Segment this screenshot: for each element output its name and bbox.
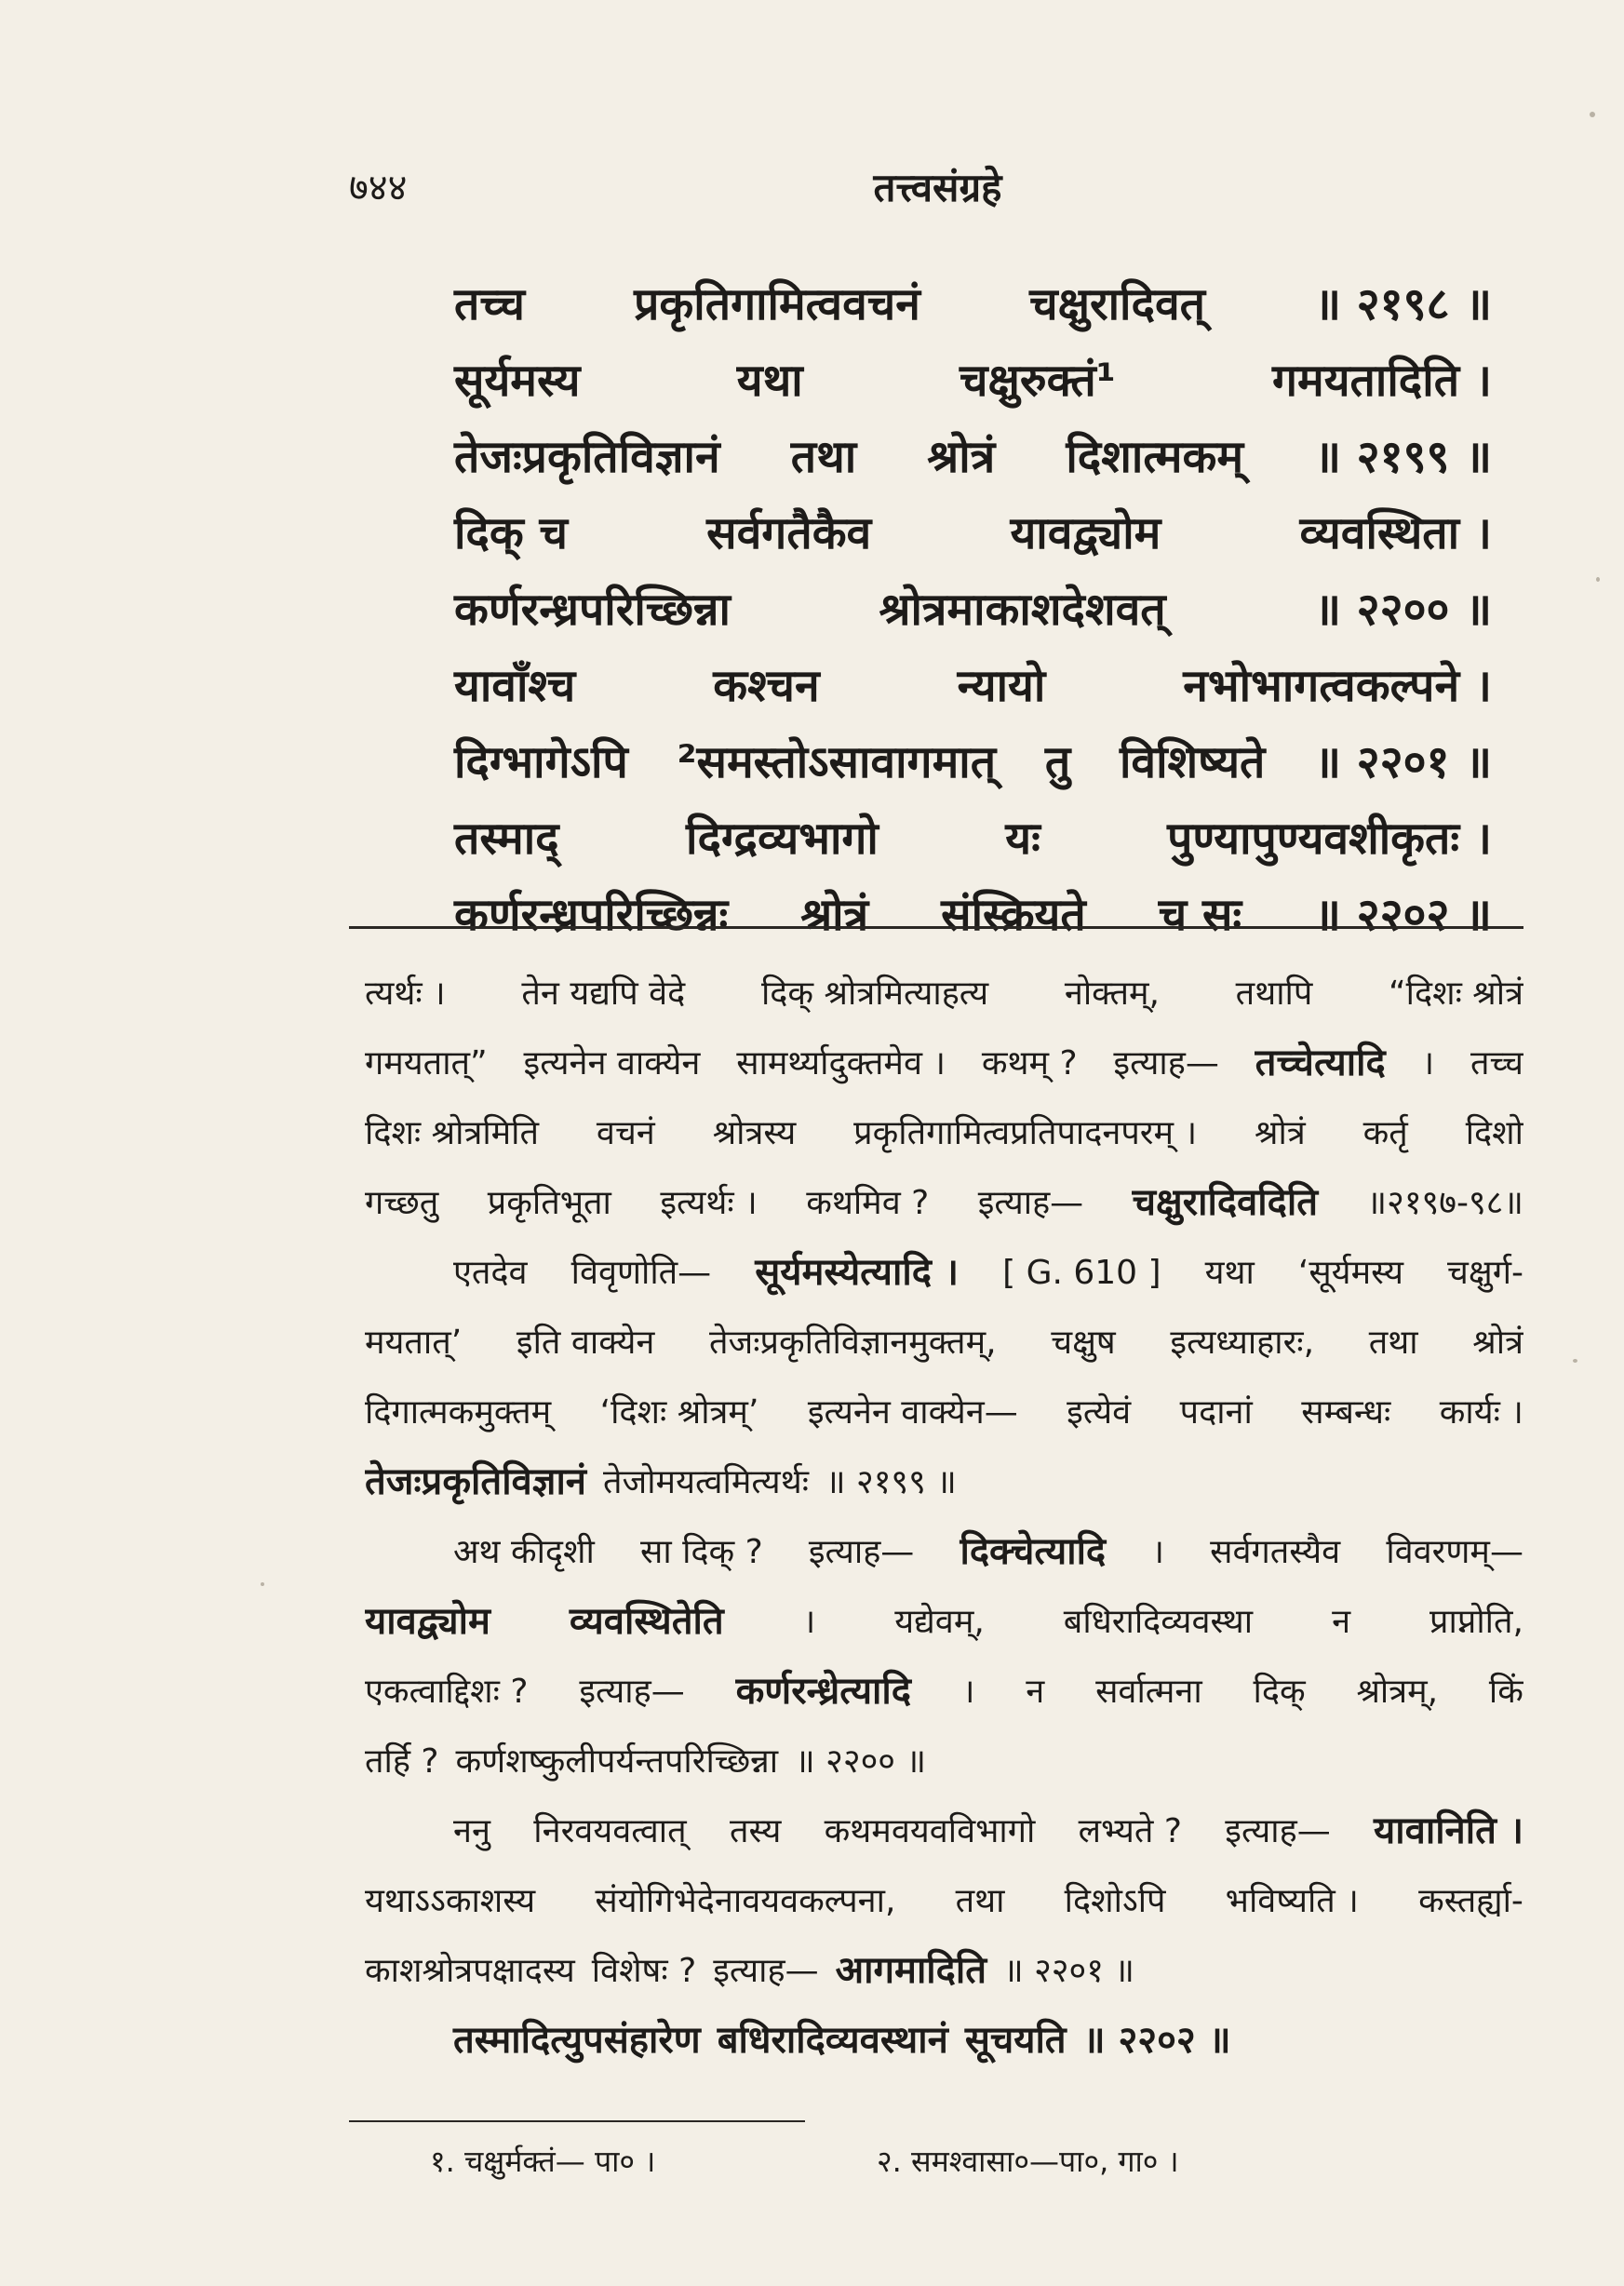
commentary-text: सम्बन्धः <box>1301 1393 1391 1432</box>
lemma-text: आगमादिति <box>835 1949 987 1992</box>
commentary-text: इत्यनेन वाक्येन <box>523 1044 701 1082</box>
commentary-text: इत्याह— <box>808 1533 915 1571</box>
commentary-text: तथा <box>1368 1324 1418 1362</box>
commentary-text: ॥ २१९९ ॥ <box>825 1463 957 1501</box>
verse-word: तस्माद् <box>454 813 559 865</box>
commentary-text: सर्वगतस्यैव <box>1210 1533 1341 1571</box>
verse-word: सर्वगतैकैव <box>706 507 872 559</box>
commentary-text: लभ्यते ? <box>1078 1812 1182 1850</box>
commentary-line <box>365 1657 1523 1727</box>
commentary-text: विवृणोति— <box>570 1254 712 1292</box>
commentary-text: पदानां <box>1179 1393 1253 1432</box>
commentary-text: प्रकृतिगामित्वप्रतिपादनपरम् । <box>853 1114 1198 1152</box>
verse-word: न्यायो <box>957 660 1046 712</box>
commentary-text: न <box>1332 1603 1351 1641</box>
commentary-text: चक्षुष <box>1051 1324 1116 1362</box>
commentary-text: वचनं <box>596 1114 655 1152</box>
commentary-text: यथाऽऽकाशस्य <box>365 1882 536 1920</box>
commentary-text: विवरणम्— <box>1386 1533 1523 1571</box>
commentary-text: कर्तृ <box>1362 1114 1408 1152</box>
lemma-text: ॥ २२०२ ॥ <box>1082 2019 1231 2062</box>
verse-line <box>454 495 1492 572</box>
verse-word: कश्चन <box>713 660 820 712</box>
page-title: तत्त्वसंग्रहे <box>873 165 1002 210</box>
commentary-text: कथमवयवविभागो <box>824 1812 1036 1850</box>
commentary-text: दिगात्मकमुक्तम् <box>365 1393 552 1432</box>
page-number: ७४४ <box>349 167 408 209</box>
verse-word: तच्च <box>454 278 525 330</box>
commentary-text: “दिशः श्रोत्रं <box>1389 975 1523 1013</box>
commentary-text: गमयतात्” <box>365 1044 488 1082</box>
commentary-text: इत्यध्याहारः, <box>1170 1324 1315 1362</box>
commentary-text: इत्येवं <box>1067 1393 1132 1432</box>
commentary-text: । <box>1421 1044 1435 1082</box>
commentary-text: किं <box>1488 1673 1523 1711</box>
verse-word: कर्णरन्ध्रपरिच्छिन्नः <box>454 889 729 941</box>
commentary-text: ॥ २२०० ॥ <box>795 1742 927 1781</box>
commentary-line <box>365 1866 1523 1936</box>
commentary-line <box>365 959 1523 1029</box>
commentary-text: कर्णशष्कुलीपर्यन्तपरिच्छिन्ना <box>455 1742 779 1781</box>
scan-speck <box>1596 577 1600 582</box>
verse-word: ²समस्तोऽसावागमात् <box>677 736 997 788</box>
commentary-text: श्रोत्रं <box>1255 1114 1306 1152</box>
commentary-text: तथा <box>955 1882 1005 1920</box>
verse-word: श्रोत्रमाकाशदेशवत् <box>879 584 1166 636</box>
verse-word: दिक् च <box>454 507 568 559</box>
commentary-text: इत्याह— <box>1113 1044 1219 1082</box>
verse-word: नभोभागत्वकल्पने । <box>1183 660 1492 712</box>
commentary-line <box>365 1378 1523 1447</box>
commentary-line <box>365 2006 1523 2076</box>
commentary-text: यथा <box>1204 1254 1255 1292</box>
commentary-text: ॥२१९७-९८॥ <box>1366 1184 1523 1222</box>
commentary-text: दिशः श्रोत्रमिति <box>365 1114 540 1152</box>
commentary-text: सर्वात्मना <box>1095 1673 1202 1711</box>
commentary-line <box>365 1587 1523 1657</box>
verse-word: संस्क्रियते <box>941 889 1086 941</box>
verse-line <box>454 266 1492 343</box>
verse-line <box>454 343 1492 419</box>
commentary-text: गच्छतु <box>365 1184 439 1222</box>
verse-word: श्रोत्रं <box>927 431 996 483</box>
scan-speck <box>261 1582 264 1586</box>
verse-word: कर्णरन्ध्रपरिच्छिन्ना <box>454 584 731 636</box>
verse-word: गमयतादिति । <box>1271 355 1492 407</box>
commentary-text: संयोगिभेदेनावयवकल्पना, <box>595 1882 896 1920</box>
verse-word: दिग्द्रव्यभागो <box>686 813 879 865</box>
footnote-2: २. समश्वासा०—पा०, गा० । <box>877 2144 1179 2179</box>
commentary-text: एकत्वाद्दिशः ? <box>365 1673 529 1711</box>
commentary-text: तेन यद्यपि वेदे <box>521 975 686 1013</box>
verse-word: विशिष्यते <box>1119 736 1266 788</box>
verse-word: ॥ २१९९ ॥ <box>1314 431 1492 483</box>
commentary-line <box>365 1936 1523 2006</box>
commentary-text: । <box>961 1673 975 1711</box>
verse-word: तेजःप्रकृतिविज्ञानं <box>454 431 720 483</box>
footnote-divider <box>349 2120 805 2122</box>
commentary-line <box>365 1168 1523 1238</box>
verse-word: च सः <box>1158 889 1242 941</box>
commentary-text: । <box>1151 1533 1164 1571</box>
commentary-text: ‘सूर्यमस्य <box>1297 1254 1403 1292</box>
commentary-line <box>365 1447 1523 1517</box>
lemma-text: तेजःप्रकृतिविज्ञानं <box>365 1460 586 1503</box>
verse-word: श्रोत्रं <box>800 889 869 941</box>
commentary-line <box>365 1796 1523 1866</box>
lemma-text: बधिरादिव्यवस्थानं <box>717 2019 948 2062</box>
commentary-text: मयतात्’ <box>365 1324 463 1362</box>
verse-line <box>454 800 1492 877</box>
commentary-text: इत्याह— <box>713 1952 819 1990</box>
verse-word: यः <box>1005 813 1040 865</box>
verse-word: यथा <box>736 355 803 407</box>
lemma-text: व्यवस्थितेति <box>569 1600 724 1643</box>
commentary-text: कथमिव ? <box>806 1184 930 1222</box>
lemma-text: सूर्यमस्येत्यादि । <box>755 1251 960 1294</box>
lemma-text: दिक्चेत्यादि <box>960 1530 1107 1573</box>
commentary-text: दिशो <box>1465 1114 1523 1152</box>
commentary-text: तच्च <box>1470 1044 1523 1082</box>
commentary-text: प्राप्नोति, <box>1429 1603 1523 1641</box>
commentary-line <box>365 1098 1523 1168</box>
footnotes <box>430 2141 1323 2197</box>
commentary-line <box>365 1308 1523 1378</box>
verse-word: यावाँश्च <box>454 660 576 712</box>
verse-line <box>454 724 1492 800</box>
commentary-block <box>365 959 1523 2076</box>
running-head <box>349 160 1526 216</box>
commentary-text: इत्याह— <box>977 1184 1084 1222</box>
commentary-text: विशेषः ? <box>591 1952 697 1990</box>
verse-line <box>454 419 1492 495</box>
commentary-text: [ G. 610 ] <box>1002 1254 1161 1292</box>
commentary-text: भविष्यति । <box>1225 1882 1359 1920</box>
lemma-text: तस्मादित्युपसंहारेण <box>453 2019 701 2062</box>
commentary-text: निरवयवत्वात् <box>533 1812 687 1850</box>
verse-word: दिग्भागेऽपि <box>454 736 628 788</box>
commentary-text: सामर्थ्यादुक्तमेव । <box>736 1044 946 1082</box>
verse-word: ॥ २२०२ ॥ <box>1314 889 1492 941</box>
commentary-text: तस्य <box>729 1812 782 1850</box>
commentary-text: इति वाक्येन <box>516 1324 655 1362</box>
commentary-text: यद्येवम्, <box>894 1603 985 1641</box>
commentary-text: श्रोत्रस्य <box>712 1114 797 1152</box>
verse-word: पुण्यापुण्यवशीकृतः । <box>1167 813 1492 865</box>
commentary-text: कार्यः । <box>1439 1393 1523 1432</box>
commentary-text: ‘दिशः श्रोत्रम्’ <box>599 1393 759 1432</box>
footnote-1: १. चक्षुर्मक्तं— पा० । <box>430 2144 656 2179</box>
verse-word: तु <box>1044 736 1071 788</box>
commentary-line <box>365 1727 1523 1796</box>
commentary-text: दिशोऽपि <box>1064 1882 1166 1920</box>
commentary-text: दिक् <box>1253 1673 1306 1711</box>
verse-word: यावद्व्योम <box>1010 507 1161 559</box>
divider <box>349 926 1523 929</box>
lemma-text: चक्षुरादिवदिति <box>1132 1181 1319 1224</box>
commentary-text: इत्यर्थः । <box>660 1184 758 1222</box>
commentary-text: श्रोत्रं <box>1472 1324 1523 1362</box>
commentary-text: काशश्रोत्रपक्षादस्य <box>365 1952 575 1990</box>
commentary-text: एतदेव <box>453 1254 528 1292</box>
verse-word: चक्षुरुक्तं¹ <box>960 355 1116 407</box>
lemma-text: तच्चेत्यादि <box>1255 1042 1386 1084</box>
commentary-text: इत्याह— <box>579 1673 685 1711</box>
commentary-text: इत्याह— <box>1225 1812 1331 1850</box>
verse-line <box>454 572 1492 648</box>
commentary-text: तथापि <box>1235 975 1313 1013</box>
scan-speck <box>1590 112 1595 117</box>
commentary-text: प्रकृतिभूता <box>487 1184 611 1222</box>
verse-word: ॥ २२०० ॥ <box>1314 584 1492 636</box>
commentary-text: तेजोमयत्वमित्यर्थः <box>603 1463 809 1501</box>
commentary-text: कथम् ? <box>981 1044 1078 1082</box>
lemma-text: यावद्व्योम <box>365 1600 490 1643</box>
commentary-text: नोक्तम्, <box>1064 975 1160 1013</box>
verse-word: चक्षुरादिवत् <box>1029 278 1206 330</box>
commentary-text: सा दिक् ? <box>639 1533 763 1571</box>
commentary-line <box>365 1029 1523 1098</box>
commentary-text: तेजःप्रकृतिविज्ञानमुक्तम्, <box>709 1324 997 1362</box>
verse-word: प्रकृतिगामित्ववचनं <box>634 278 920 330</box>
commentary-text: कस्तर्ह्या- <box>1418 1882 1523 1920</box>
scan-speck <box>1573 1359 1577 1363</box>
lemma-text: सूचयति <box>964 2019 1067 2062</box>
lemma-text: कर्णरन्ध्रेत्यादि <box>735 1670 912 1713</box>
verse-word: सूर्यमस्य <box>454 355 581 407</box>
commentary-text: दिक् श्रोत्रमित्याहत्य <box>760 975 989 1013</box>
commentary-text: न <box>1026 1673 1045 1711</box>
lemma-text: यावानिति । <box>1374 1809 1523 1852</box>
commentary-text: बधिरादिव्यवस्था <box>1063 1603 1254 1641</box>
commentary-line <box>365 1517 1523 1587</box>
commentary-text: इत्यनेन वाक्येन— <box>807 1393 1018 1432</box>
verse-word: ॥ २२०१ ॥ <box>1314 736 1492 788</box>
verse-line <box>454 648 1492 724</box>
commentary-text: ॥ २२०१ ॥ <box>1003 1952 1134 1990</box>
commentary-text: ननु <box>453 1812 490 1850</box>
verse-word: व्यवस्थिता । <box>1299 507 1492 559</box>
verse-word: दिशात्मकम् <box>1066 431 1244 483</box>
commentary-text: । <box>802 1603 816 1641</box>
commentary-text: चक्षुर्ग- <box>1447 1254 1523 1292</box>
commentary-text: तर्हि ? <box>365 1742 439 1781</box>
verse-line <box>454 877 1492 953</box>
commentary-text: त्यर्थः । <box>365 975 446 1013</box>
commentary-text: श्रोत्रम्, <box>1356 1673 1439 1711</box>
commentary-text: अथ कीदृशी <box>453 1533 595 1571</box>
verse-word: ॥ २१९८ ॥ <box>1314 278 1492 330</box>
verse-block <box>454 266 1492 953</box>
verse-word: तथा <box>790 431 857 483</box>
commentary-line <box>365 1238 1523 1308</box>
